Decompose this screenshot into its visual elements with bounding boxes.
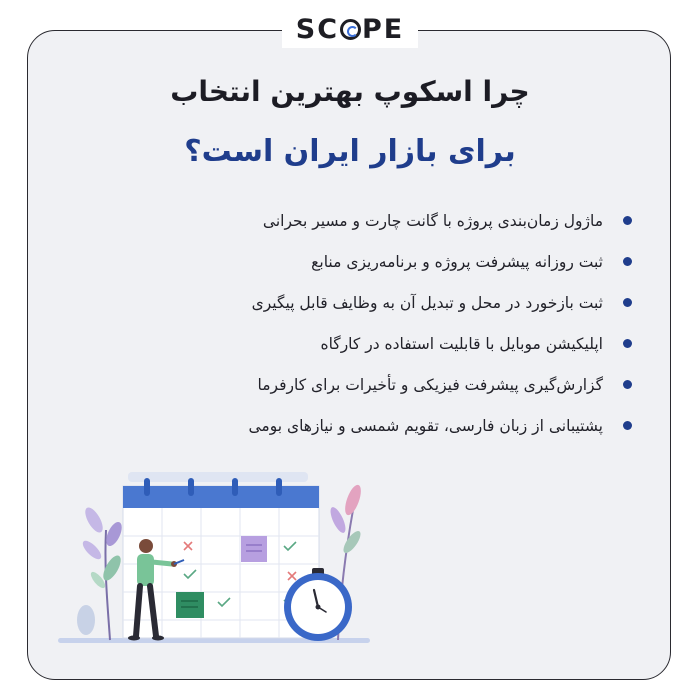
scope-logo: SC PE	[282, 12, 419, 48]
feature-item	[132, 200, 632, 241]
feature-text: ثبت روزانه پیشرفت پروژه و برنامه‌ریزی منابع	[311, 252, 603, 271]
feature-item	[132, 405, 632, 446]
feature-text: گزارش‌گیری پیشرفت فیزیکی و تأخیرات برای کارفرما	[257, 375, 603, 394]
bullet-icon	[623, 421, 632, 430]
calendar-illustration	[48, 450, 378, 660]
feature-text: ثبت بازخورد در محل و تبدیل آن به وظایف قابل پیگیری	[251, 293, 603, 312]
feature-text: ماژول زمان‌بندی پروژه با گانت چارت و مسیر بحرانی	[262, 211, 603, 230]
leaf-icon-left	[77, 505, 125, 640]
bullet-icon	[623, 216, 632, 225]
logo	[0, 12, 700, 48]
feature-item	[132, 323, 632, 364]
bullet-icon	[623, 257, 632, 266]
bullet-icon	[623, 339, 632, 348]
feature-text: اپلیکیشن موبایل با قابلیت استفاده در کارگاه	[320, 334, 603, 353]
logo-o-icon	[340, 19, 361, 40]
headline-line-2: برای بازار ایران است؟	[184, 134, 516, 169]
feature-item	[132, 364, 632, 405]
feature-text: پشتیبانی از زبان فارسی، تقویم شمسی و نیازهای بومی	[248, 416, 603, 435]
bullet-icon	[623, 380, 632, 389]
feature-item	[132, 282, 632, 323]
feature-item	[132, 241, 632, 282]
headline-line-1: چرا اسکوپ بهترین انتخاب	[170, 75, 530, 108]
bullet-icon	[623, 298, 632, 307]
feature-list	[132, 200, 632, 446]
